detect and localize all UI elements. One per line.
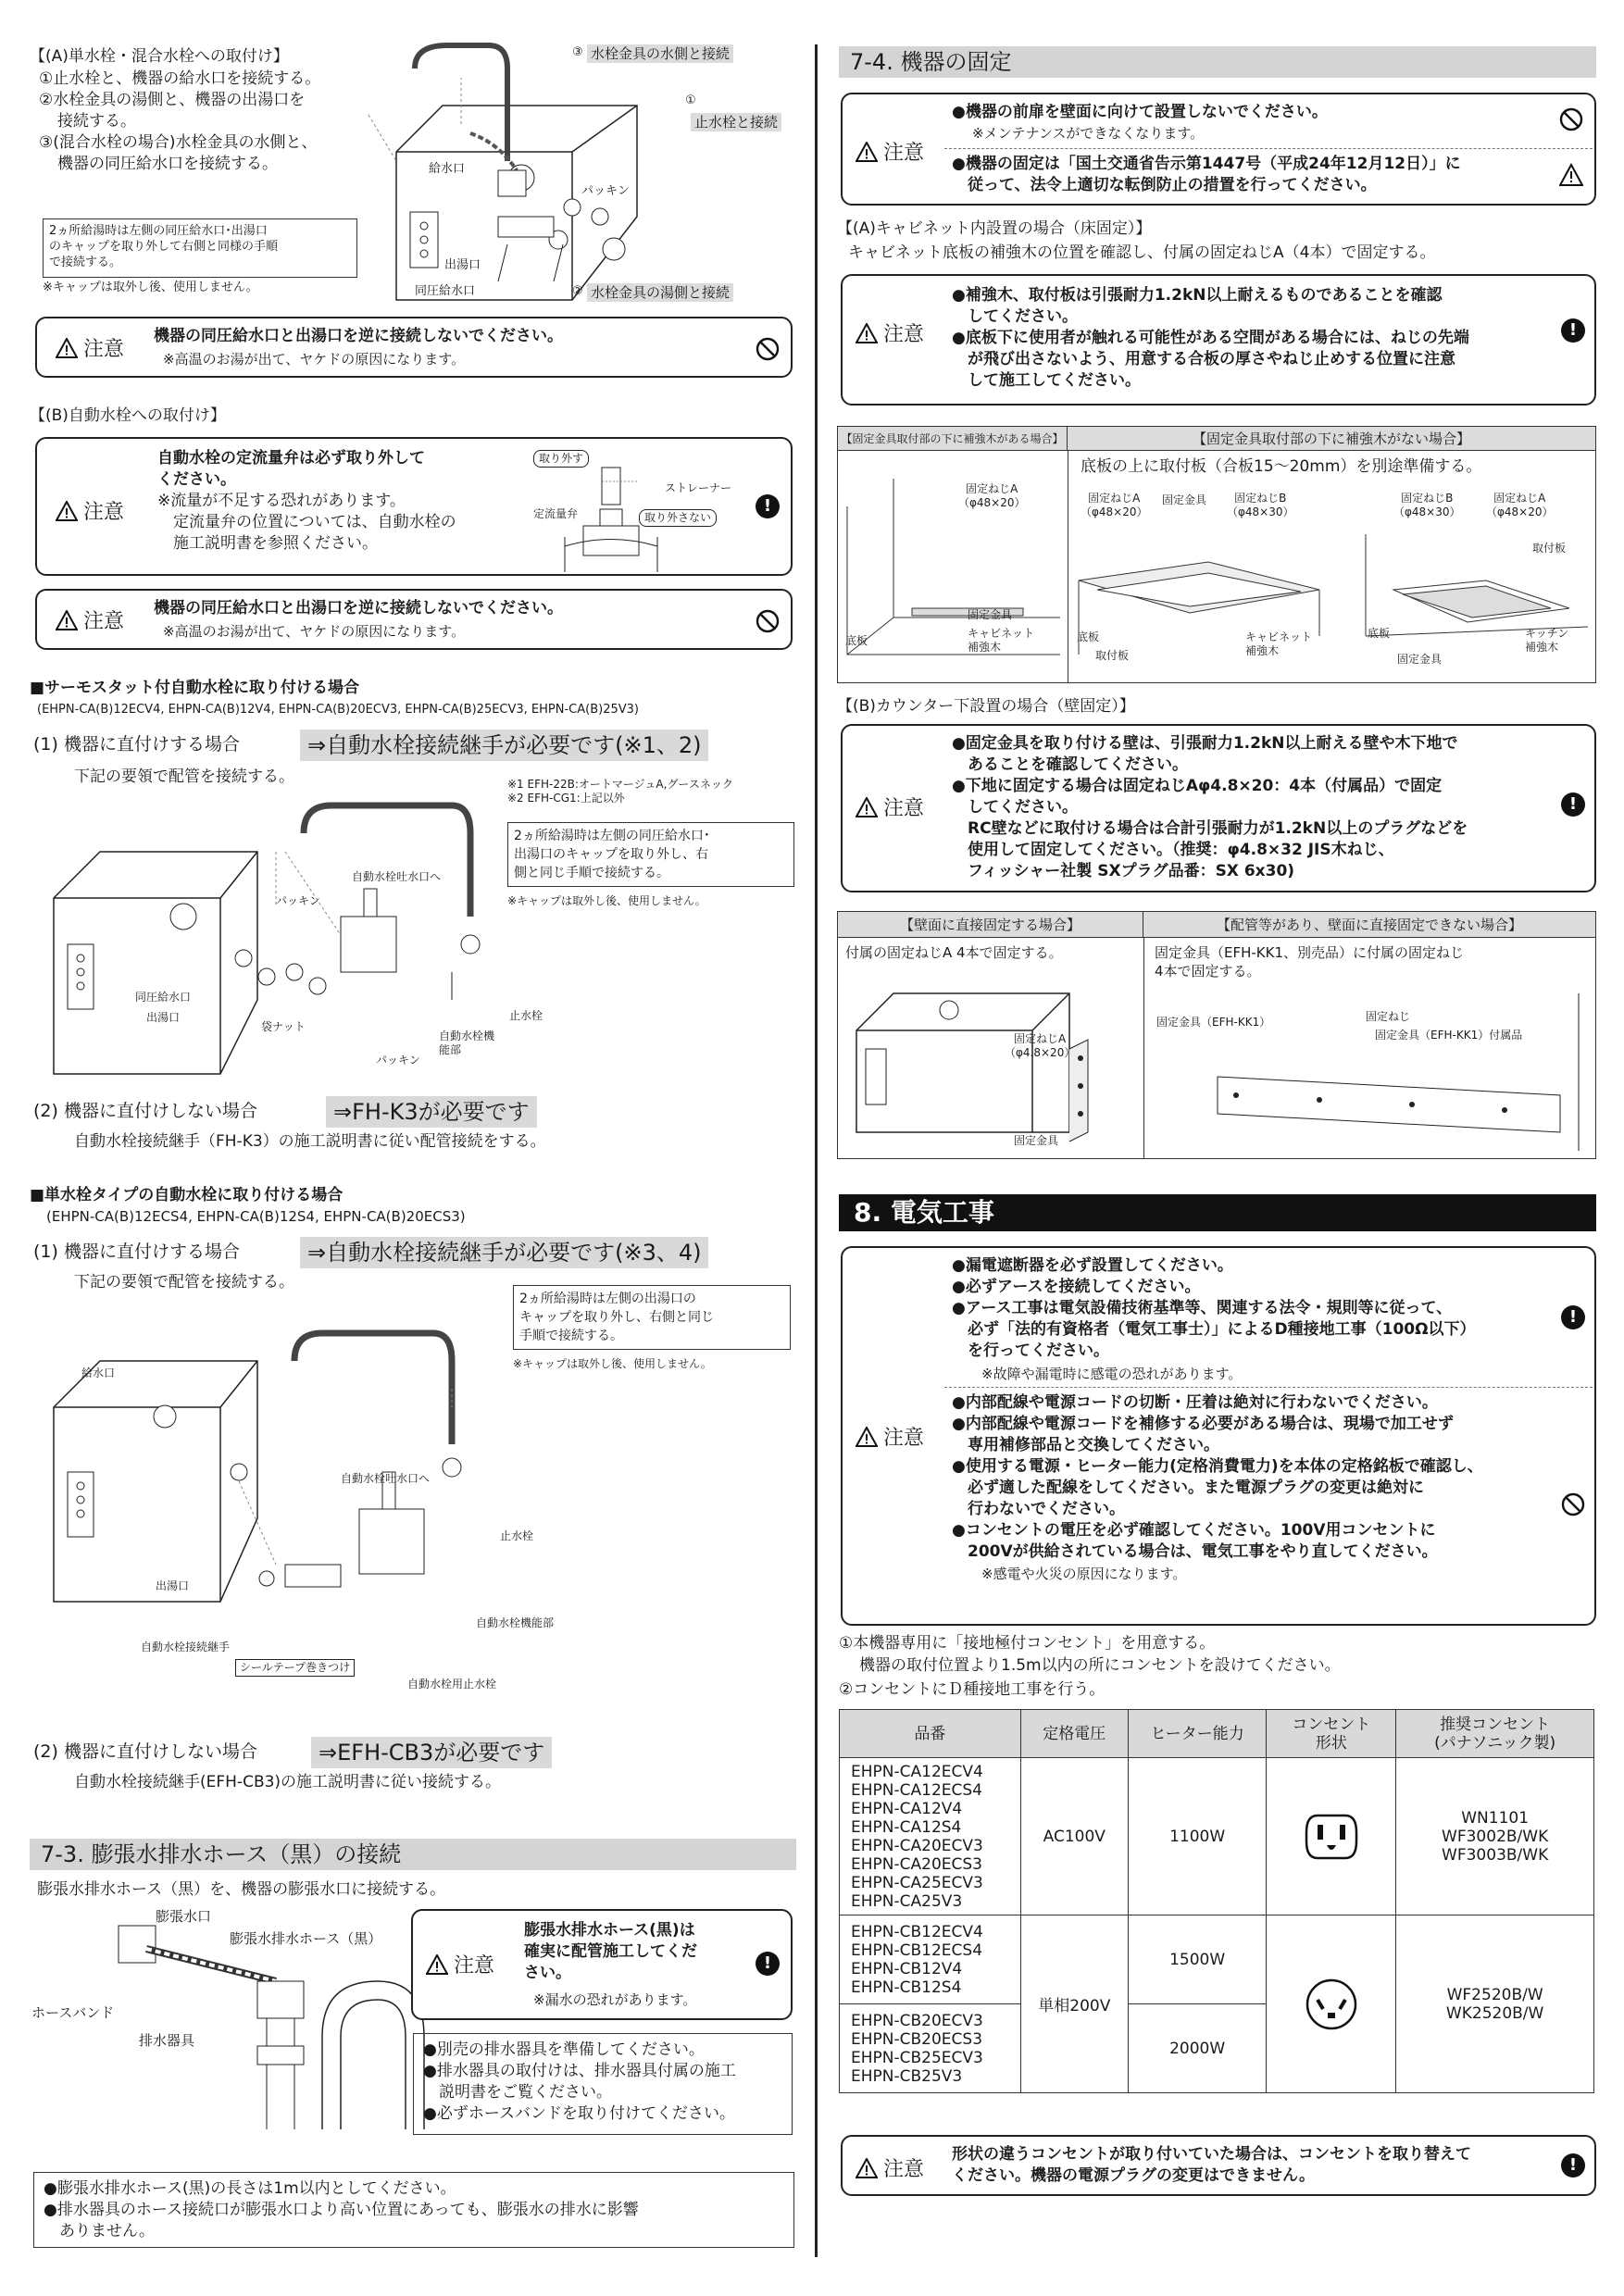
fig2-kk1acc: 固定金具（EFH-KK1）付属品	[1375, 1029, 1523, 1042]
warning-triangle-icon	[56, 338, 78, 358]
single-title: ■単水栓タイプの自動水栓に取り付ける場合	[30, 1186, 344, 1204]
power-1500w: 1500W	[1128, 1915, 1267, 2004]
thermo2-sub: 自動水栓接続継手（FH-K3）の施工説明書に従い配管接続をする。	[74, 1132, 546, 1151]
caution-drain-hose	[411, 1909, 793, 2020]
single-fig-shutto: 出湯口	[156, 1579, 190, 1592]
single-fig-joint: 自動水栓接続継手	[141, 1641, 231, 1653]
caution-row2: ●機器の固定は「国土交通省告示第1447号（平成24年12月12日）」に 従って、法令上適切な転倒防止の措置を行ってください。	[952, 155, 1461, 194]
label-2: ②	[572, 284, 583, 298]
thermo-cap: ※キャップは取外し後、使用しません。	[507, 894, 706, 907]
fig-port: 膨張水口	[156, 1908, 212, 1925]
warning-triangle-icon	[426, 1954, 448, 1975]
prohibited-icon	[1561, 1492, 1585, 1516]
thermo-fig-nut: 袋ナット	[261, 1020, 306, 1033]
caution-text: 形状の違うコンセントが取り付いていた場合は、コンセントを取り替えて ください。機器の電源プラグの変更はできません。	[952, 2145, 1471, 2185]
single-fig-stop: 止水栓	[500, 1529, 534, 1542]
warning-triangle-icon	[1559, 163, 1583, 187]
thermo1-highlight: ⇒自動水栓接続継手が必要です(※1、2)	[300, 730, 708, 761]
fig-bottom-3: 底板	[1368, 627, 1391, 640]
caution-wall-fix	[841, 724, 1596, 892]
fig-desc: 底板の上に取付板（合板15～20mm）を別途準備する。	[1081, 457, 1482, 476]
fig2-bracket: 固定金具	[1014, 1134, 1059, 1147]
single2-highlight: ⇒EFH-CB3が必要です	[311, 1737, 552, 1768]
section-8-header: 8. 電気工事	[839, 1194, 1596, 1231]
fig-bracket-1: 固定金具	[1162, 493, 1207, 506]
warning-triangle-icon	[56, 610, 78, 630]
fig-cabinet-reinforce-2: キャビネット 補強木	[1245, 630, 1313, 657]
caution-text: 機器の同圧給水口と出湯口を逆に接続しないでください。	[154, 327, 563, 345]
step-1-sub: 機器の取付位置より1.5m以内の所にコンセントを設けてください。	[859, 1656, 1341, 1675]
model-list-1: EHPN-CA12ECV4 EHPN-CA12ECS4 EHPN-CA12V4 EHPN-CA12S4 EHPN-CA20ECV3 EHPN-CA20ECS3 EHPN-CA25ECV3 EHPN-CA25V3	[840, 1758, 1021, 1915]
caution-outlet-shape	[841, 2135, 1596, 2196]
fig-valve: 定流量弁	[533, 507, 579, 520]
thermo-title: ■サーモスタット付自動水栓に取り付ける場合	[30, 679, 360, 697]
single-box: 2ヵ所給湯時は左側の出湯口の キャップを取り外し、右側と同じ 手順で接続する。	[513, 1285, 791, 1350]
caution-label: 注意	[56, 605, 124, 634]
section-b-title: 【(B)カウンター下設置の場合（壁固定）】	[837, 697, 1135, 716]
fig-strainer: ストレーナー	[665, 481, 732, 494]
mandatory-icon: !	[756, 494, 780, 518]
single-fig-kyusui: 給水口	[81, 1366, 116, 1379]
diagram-thermo-faucet	[44, 796, 507, 1083]
section-b-title: 【(B)自動水栓への取付け】	[30, 406, 226, 425]
thermo-fig-shutto: 出湯口	[146, 1011, 181, 1024]
thermo-fig-outlet: 自動水栓吐水口へ	[352, 870, 442, 883]
label-3: ③	[572, 45, 583, 59]
warning-triangle-icon	[56, 501, 78, 521]
fig-kitchen-reinforce: キッチン 補強木	[1525, 627, 1569, 654]
header-outlet: コンセント 形状	[1267, 1710, 1396, 1758]
fig-bottom-2: 底板	[1077, 630, 1100, 643]
fig-bottom-1: 底板	[845, 634, 868, 647]
header-heater: ヒーター能力	[1128, 1710, 1267, 1758]
thermo-models: (EHPN-CA(B)12ECV4, EHPN-CA(B)12V4, EHPN-CA(B)20ECV3, EHPN-CA(B)25ECV3, EHPN-CA(B)25V3)	[37, 703, 639, 717]
outlet-100v-icon	[1299, 1804, 1364, 1869]
caution-separator	[944, 1387, 1593, 1388]
power-1100w: 1100W	[1128, 1758, 1267, 1915]
cap-note: ※キャップは取外し後、使用しません。	[43, 281, 258, 294]
caution-sub: ※漏水の恐れがあります。	[533, 1991, 697, 2008]
header-voltage: 定格電圧	[1020, 1710, 1128, 1758]
caution-part2: ●内部配線や電源コードの切断・圧着は絶対に行わないでください。 ●内部配線や電源コードを補修する必要がある場合は、現場で加工せず 専用補修部品と交換してください。 ●使用する電源・ヒーター能力(定格消費電力)を本体の定格銘板で確認し、 必ず適した配線をしてください。また電源プラグの変更は絶対に 行わないでください。 ●コンセントの電圧を必ず確認してください。100V用コンセントに 200Vが供給されている場合は、電気工事をやり直してください。	[952, 1393, 1483, 1561]
single2-sub: 自動水栓接続継手(EFH-CB3)の施工説明書に従い接続する。	[74, 1773, 502, 1791]
fig2-left-desc: 付属の固定ねじA 4本で固定する。	[845, 944, 1063, 961]
fig-hose: 膨張水排水ホース（黒）	[230, 1930, 382, 1947]
caution-text: ●補強木、取付板は引張耐力1.2kN以上耐えるものであることを確認 してください。 ●底板下に使用者が触れる可能性がある空間がある場合には、ねじの先端 が飛び出さないよう、用意する合板の厚さやねじ止めする位置に注意 して施工してください。	[952, 286, 1469, 390]
wall-fix-drawing	[838, 938, 1595, 1158]
fig-header-1: 【固定金具取付部の下に補強木がある場合】	[838, 427, 1068, 451]
single-fig-stop2: 自動水栓用止水栓	[407, 1678, 497, 1691]
caution-label: 注意	[856, 792, 924, 821]
outlet-200v-cell	[1267, 1915, 1396, 2093]
drain-bottom-notes: ●膨張水排水ホース(黒)の長さは1m以内としてください。 ●排水器具のホース接続口が膨張水口より高い位置にあっても、膨張水の排水に影響 ありません。	[33, 2172, 794, 2248]
two-outlet-note: 2ヵ所給湯時は左側の同圧給水口･出湯口 のキャップを取り外して右側と同様の手順 で接続する。	[43, 218, 357, 278]
caution-text: ●固定金具を取り付ける壁は、引張耐力1.2kN以上耐える壁や木下地で あることを確認してください。 ●下地に固定する場合は固定ねじAφ4.8×20：4本（付属品）で固定 してください。 RC壁などに取付ける場合は合計引張耐力が1.2kN以上のプラグなどを 使用して固定してください。（推奨：φ4.8×32 JIS木ねじ、 フィッシャー社製 SXプラグ品番：SX 6x30)	[952, 734, 1468, 880]
warning-triangle-icon	[856, 1427, 878, 1447]
caution-part2-sub: ※感電や火災の原因になります。	[981, 1566, 1187, 1582]
caution-label: 注意	[856, 2153, 924, 2182]
thermo-fig-packing: パッキン	[276, 894, 320, 907]
label-shutto: 出湯口	[444, 258, 481, 272]
single-models: (EHPN-CA(B)12ECS4, EHPN-CA(B)12S4, EHPN-CA(B)20ECS3)	[46, 1208, 466, 1225]
header-model: 品番	[840, 1710, 1021, 1758]
single-fig-func: 自動水栓機能部	[476, 1616, 555, 1629]
floor-fix-drawing	[838, 451, 1595, 682]
power-2000w: 2000W	[1128, 2004, 1267, 2093]
section-a-title: 【(A)単水栓・混合水栓への取付け】	[30, 47, 289, 66]
voltage-100v: AC100V	[1020, 1758, 1128, 1915]
caution-reverse-connection-2	[35, 589, 793, 650]
outlet-100v-cell	[1267, 1758, 1396, 1915]
caution-label: 注意	[856, 1422, 924, 1451]
caution-flow-valve	[35, 437, 793, 576]
section-a-steps: ①止水栓と、機器の給水口を接続する。 ②水栓金具の湯側と、機器の出湯口を 接続する。 ③(混合水栓の場合)水栓金具の水側と、 機器の同圧給水口を接続する。	[39, 69, 321, 173]
voltage-200v: 単相200V	[1020, 1915, 1128, 2093]
caution-part1-sub: ※故障や漏電時に感電の恐れがあります。	[981, 1366, 1243, 1382]
caution-electrical	[841, 1246, 1596, 1626]
recommended-100v: WN1101 WF3002B/WK WF3003B/WK	[1396, 1758, 1594, 1915]
label-2-text: 水栓金具の湯側と接続	[587, 283, 733, 302]
left-column	[26, 0, 804, 2296]
fig2-header-2: 【配管等があり、壁面に直接固定できない場合】	[1143, 912, 1595, 938]
caution-reverse-connection-1	[35, 317, 793, 378]
thermo-fig-packing2: パッキン	[376, 1054, 420, 1067]
mandatory-icon: !	[1561, 1305, 1585, 1329]
mandatory-icon: !	[1561, 318, 1585, 343]
single2-label: (2) 機器に直付けしない場合	[33, 1741, 257, 1762]
prohibited-icon	[756, 337, 780, 361]
fig-keep: 取り外さない	[639, 509, 717, 527]
step-2: ②コンセントにＤ種接地工事を行う。	[839, 1680, 1106, 1699]
caution-label: 注意	[856, 137, 924, 166]
fig-remove: 取り外す	[533, 450, 589, 468]
thermo-notes: ※1 EFH-22B:オートマージュA,グースネック ※2 EFH-CG1:上記以外	[507, 778, 733, 805]
thermo2-highlight: ⇒FH-K3が必要です	[326, 1096, 537, 1128]
fig2-kk1: 固定金具（EFH-KK1）	[1156, 1016, 1271, 1029]
thermo-box: 2ヵ所給湯時は左側の同圧給水口･ 出湯口のキャップを取り外し、右 側と同じ手順で接続する。	[507, 822, 794, 887]
thermo-fig-func: 自動水栓機能部	[439, 1029, 495, 1056]
section-7-4-header: 7-4. 機器の固定	[839, 46, 1596, 78]
caution-text: 機器の同圧給水口と出湯口を逆に接続しないでください。	[154, 599, 563, 618]
fig-screwA-3: 固定ねじA （φ48×20）	[1486, 492, 1554, 518]
label-1: ①	[685, 94, 696, 107]
prohibited-icon	[1559, 107, 1583, 131]
caution-label: 注意	[856, 318, 924, 347]
caution-label: 注意	[56, 333, 124, 362]
caution-label: 注意	[56, 496, 124, 525]
fig2-screw: 固定ねじ	[1366, 1010, 1411, 1023]
thermo1-label: (1) 機器に直付けする場合	[33, 734, 240, 755]
thermo-fig-doatsu: 同圧給水口	[135, 991, 192, 1004]
fig-screwA-1: 固定ねじA （φ48×20）	[958, 482, 1026, 509]
figure-floor-fix	[837, 426, 1596, 683]
single-cap: ※キャップは取外し後、使用しません。	[513, 1357, 712, 1370]
thermo-fig-stop: 止水栓	[509, 1009, 543, 1022]
single-fig-tape: シールテープ巻きつけ	[235, 1659, 355, 1677]
right-column	[833, 0, 1602, 2296]
caution-label: 注意	[426, 1950, 494, 1978]
warning-triangle-icon	[856, 323, 878, 343]
outlet-200v-icon	[1299, 1972, 1364, 2037]
fig-header-2: 【固定金具取付部の下に補強木がない場合】	[1068, 427, 1595, 451]
label-3-text: 水栓金具の水側と接続	[587, 44, 733, 63]
label-1-text: 止水栓と接続	[691, 113, 781, 131]
section-7-3-sub: 膨張水排水ホース（黒）を、機器の膨張水口に接続する。	[37, 1880, 446, 1899]
fig2-right-desc: 固定金具（EFH-KK1、別売品）に付属の固定ねじ 4本で固定する。	[1155, 944, 1465, 980]
fig-plate-2: 取付板	[1095, 649, 1130, 662]
model-list-2: EHPN-CB12ECV4 EHPN-CB12ECS4 EHPN-CB12V4 EHPN-CB12S4	[840, 1915, 1021, 2004]
caution-sub: ※高温のお湯が出て、ヤケドの原因になります。	[163, 351, 466, 368]
diagram-single-faucet	[44, 1305, 507, 1666]
section-a-sub: キャビネット底板の補強木の位置を確認し、付属の固定ねじA（4本）で固定する。	[848, 243, 1436, 262]
label-packing: パッキン	[581, 184, 630, 198]
caution-row1-sub: ※メンテナンスができなくなります。	[972, 125, 1205, 142]
fig-bracket-2: 固定金具	[968, 608, 1013, 621]
caution-reinforcement	[841, 274, 1596, 406]
single1-label: (1) 機器に直付けする場合	[33, 1242, 240, 1262]
mandatory-icon: !	[756, 1952, 780, 1976]
fig-band: ホースバンド	[31, 2004, 115, 2021]
section-7-3-header: 7-3. 膨張水排水ホース（黒）の接続	[30, 1839, 796, 1870]
single1-highlight: ⇒自動水栓接続継手が必要です(※3、4)	[300, 1237, 708, 1268]
caution-row1: ●機器の前扉を壁面に向けて設置しないでください。	[952, 103, 1328, 121]
fig-screwB-2: 固定ねじB （φ48×30）	[1393, 492, 1461, 518]
fig-plate-1: 取付板	[1532, 542, 1567, 555]
mandatory-icon: !	[1561, 2153, 1585, 2177]
thermo1-sub: 下記の要領で配管を接続する。	[74, 767, 294, 786]
fig-bracket-3: 固定金具	[1397, 653, 1443, 666]
fig-screwA-2: 固定ねじA （φ48×20）	[1081, 492, 1148, 518]
model-list-3: EHPN-CB20ECV3 EHPN-CB20ECS3 EHPN-CB25ECV3 EHPN-CB25V3	[840, 2004, 1021, 2093]
recommended-200v: WF2520B/W WK2520B/W	[1396, 1915, 1594, 2093]
caution-separator	[944, 148, 1593, 149]
header-recommended: 推奨コンセント (パナソニック製)	[1396, 1710, 1594, 1758]
single1-sub: 下記の要領で配管を接続する。	[74, 1273, 294, 1292]
prohibited-icon	[756, 609, 780, 633]
single-fig-outlet: 自動水栓吐水口へ	[341, 1472, 431, 1485]
spec-table	[839, 1709, 1594, 2093]
section-a-title: 【(A)キャビネット内設置の場合（床固定）】	[837, 219, 1152, 238]
fig-screwB-1: 固定ねじB （φ48×30）	[1227, 492, 1294, 518]
fig2-screwA: 固定ねじA （φ4.8×20）	[1005, 1032, 1076, 1059]
column-divider	[815, 44, 818, 2257]
label-kyusui: 給水口	[429, 162, 466, 176]
label-doatsu: 同圧給水口	[415, 284, 476, 298]
caution-sub: ※流量が不足する恐れがあります。 定流量弁の位置については、自動水栓の 施工説明書を参照ください。	[157, 492, 456, 553]
warning-triangle-icon	[856, 2158, 878, 2178]
caution-text: 自動水栓の定流量弁は必ず取り外して ください。	[157, 449, 425, 489]
step-1: ①本機器専用に「接地極付コンセント」を用意する。	[839, 1634, 1216, 1653]
diagram-faucet-connection	[359, 41, 804, 309]
fig2-header-1: 【壁面に直接固定する場合】	[838, 912, 1143, 938]
caution-part1: ●漏電遮断器を必ず設置してください。 ●必ずアースを接続してください。 ●アース工事は電気設備技術基準等、関連する法令・規則等に従って、 必ず「法的有資格者（電気工事士）」によるD種接地工事（100Ω以下） を行ってください。	[952, 1256, 1476, 1360]
caution-sub: ※高温のお湯が出て、ヤケドの原因になります。	[163, 623, 466, 640]
fig-drain: 排水器具	[139, 2032, 195, 2049]
warning-triangle-icon	[856, 797, 878, 817]
thermo2-label: (2) 機器に直付けしない場合	[33, 1101, 257, 1121]
fig-cabinet-reinforce: キャビネット 補強木	[968, 627, 1035, 654]
caution-text: 膨張水排水ホース(黒)は 確実に配管施工してくだ さい。	[524, 1921, 697, 1982]
drain-notes: ●別売の排水器具を準備してください。 ●排水器具の取付けは、排水器具付属の施工 説明書をご覧ください。 ●必ずホースバンドを取り付けてください。	[413, 2033, 793, 2135]
caution-installation	[841, 93, 1596, 206]
figure-wall-fix	[837, 911, 1596, 1159]
warning-triangle-icon	[856, 142, 878, 162]
mandatory-icon: !	[1561, 792, 1585, 817]
